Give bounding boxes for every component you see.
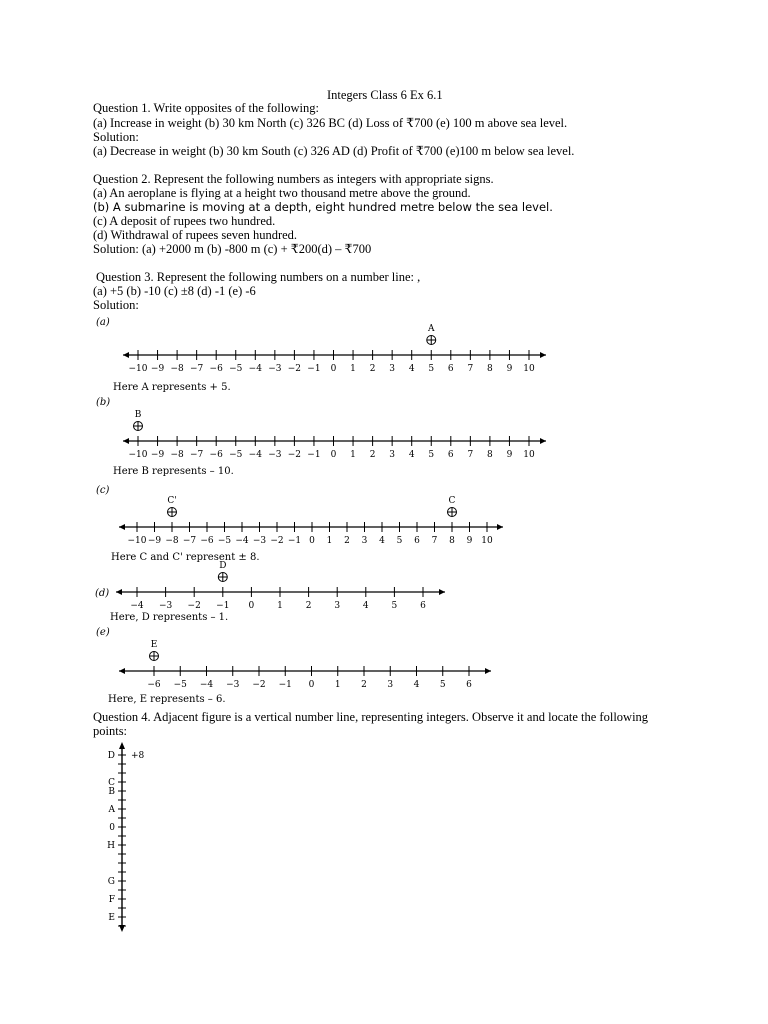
tick-label: 2 — [369, 364, 376, 374]
tick-label: 2 — [305, 601, 312, 611]
tick-label: 5 — [396, 536, 403, 546]
tick-label: −10 — [127, 536, 147, 546]
point-label: C' — [167, 496, 177, 506]
tick-label: −2 — [287, 450, 302, 460]
tick-label: −1 — [216, 601, 230, 611]
tick-label: 1 — [334, 680, 341, 690]
tick-label: −9 — [147, 536, 162, 546]
arrow-up-icon — [119, 742, 125, 749]
tick-label: 3 — [361, 536, 368, 546]
tick-label: 0 — [330, 364, 337, 374]
tick-label: −8 — [165, 536, 179, 546]
part-d-tag: (d) — [95, 588, 110, 599]
tick-label: 9 — [466, 536, 473, 546]
tick-label: −4 — [130, 601, 144, 611]
tick-label: 1 — [277, 601, 283, 611]
tick-label: 6 — [466, 680, 472, 690]
page-title: Integers Class 6 Ex 6.1 — [327, 88, 443, 102]
tick-label: −3 — [268, 364, 282, 374]
tick-label: 0 — [308, 680, 315, 690]
part-e-tag: (e) — [96, 627, 110, 638]
caption-b: Here B represents – 10. — [113, 466, 234, 477]
vertical-point-label: A — [108, 805, 115, 815]
tick-label: −2 — [252, 680, 266, 690]
vertical-point-label: 0 — [109, 823, 115, 833]
tick-label: −5 — [229, 364, 243, 374]
tick-label: −1 — [307, 450, 321, 460]
q2-item-c: (c) A deposit of rupees two hundred. — [93, 214, 276, 228]
tick-label: 8 — [449, 536, 455, 546]
tick-label: −7 — [182, 536, 197, 546]
tick-label: 4 — [379, 536, 385, 546]
tick-label: −1 — [287, 536, 302, 546]
tick-label: 9 — [506, 364, 513, 374]
arrow-right-icon — [485, 668, 491, 674]
tick-label: 8 — [487, 450, 493, 460]
tick-label: −2 — [287, 364, 302, 374]
tick-label: 0 — [248, 601, 255, 611]
tick-label: 6 — [447, 364, 454, 374]
tick-label: 2 — [361, 680, 367, 690]
vertical-point-label: H — [107, 841, 115, 851]
tick-label: 1 — [326, 536, 333, 546]
q2-question: Question 2. Represent the following numbers as integers with appropriate signs. — [93, 172, 494, 186]
tick-label: 5 — [428, 450, 435, 460]
tick-label: 4 — [413, 680, 420, 690]
tick-label: −5 — [217, 536, 232, 546]
part-c-tag: (c) — [96, 485, 110, 496]
vertical-point-label: D — [107, 751, 115, 761]
tick-label: −3 — [268, 450, 282, 460]
tick-label: 1 — [350, 450, 356, 460]
tick-label: −2 — [270, 536, 284, 546]
tick-label: −8 — [170, 364, 184, 374]
tick-label: 3 — [387, 680, 394, 690]
vertical-point-label: G — [107, 877, 115, 887]
tick-label: −10 — [128, 364, 148, 374]
vertical-point-label: E — [108, 913, 115, 923]
tick-label: −6 — [209, 364, 223, 374]
tick-label: 0 — [309, 536, 315, 546]
tick-label: −4 — [235, 536, 249, 546]
point-label: C — [448, 496, 456, 506]
tick-label: −9 — [150, 450, 165, 460]
tick-label: 3 — [389, 364, 396, 374]
q1-answer: (a) Decrease in weight (b) 30 km South (c) 326 AD (d) Profit of ₹700 (e)100 m below sea level. — [93, 144, 575, 158]
q4-question: Question 4. Adjacent figure is a vertical number line, representing integers. Observe it and locate the following — [93, 710, 649, 724]
tick-label: −6 — [200, 536, 214, 546]
tick-label: 5 — [391, 601, 398, 611]
tick-label: 6 — [414, 536, 420, 546]
q2-solution: Solution: (a) +2000 m (b) -800 m (c) + ₹200(d) – ₹700 — [93, 242, 372, 256]
tick-label: −1 — [278, 680, 292, 690]
tick-label: −3 — [226, 680, 240, 690]
tick-label: 7 — [431, 536, 438, 546]
caption-c: Here C and C' represent ± 8. — [111, 552, 260, 563]
tick-label: 9 — [506, 450, 513, 460]
point-label: A — [428, 324, 435, 334]
tick-label: −9 — [150, 364, 165, 374]
tick-label: 10 — [523, 450, 535, 460]
q1-solution-label: Solution: — [93, 130, 139, 144]
tick-label: −3 — [252, 536, 267, 546]
tick-label: 2 — [344, 536, 350, 546]
tick-label: 4 — [408, 364, 415, 374]
tick-label: 1 — [350, 364, 356, 374]
tick-label: −4 — [248, 450, 262, 460]
tick-label: −5 — [229, 450, 243, 460]
q3-items: (a) +5 (b) -10 (c) ±8 (d) -1 (e) -6 — [93, 284, 256, 298]
tick-label: 2 — [369, 450, 376, 460]
part-a-tag: (a) — [96, 317, 110, 328]
q3-question: Question 3. Represent the following numbers on a number line: , — [96, 270, 421, 284]
tick-label: −4 — [199, 680, 214, 690]
tick-label: 0 — [330, 450, 337, 460]
tick-label: −3 — [158, 601, 173, 611]
tick-label: −4 — [248, 364, 262, 374]
q2-item-a: (a) An aeroplane is flying at a height two thousand metre above the ground. — [93, 186, 471, 200]
tick-label: 6 — [420, 601, 426, 611]
tick-label: 8 — [487, 364, 493, 374]
tick-label: −5 — [173, 680, 187, 690]
q1-question: Question 1. Write opposites of the following: — [93, 101, 319, 115]
tick-label: 10 — [523, 364, 535, 374]
q4-question-cont: points: — [93, 724, 128, 738]
tick-label: −1 — [307, 364, 321, 374]
tick-label: 3 — [334, 601, 341, 611]
tick-label: 10 — [481, 536, 493, 546]
tick-label: 3 — [389, 450, 396, 460]
caption-a: Here A represents + 5. — [113, 382, 231, 393]
part-b-tag: (b) — [96, 397, 111, 408]
caption-d: Here, D represents – 1. — [110, 612, 229, 623]
tick-label: −6 — [147, 680, 161, 690]
vertical-number-line — [100, 740, 180, 940]
vertical-point-label: C — [108, 778, 115, 788]
tick-label: 4 — [408, 450, 415, 460]
top-value-label: +8 — [131, 751, 145, 761]
vertical-point-label: F — [108, 895, 115, 905]
point-label: B — [134, 410, 142, 420]
q2-item-b: (b) A submarine is moving at a depth, eight hundred metre below the sea level. — [93, 200, 553, 214]
q2-item-d: (d) Withdrawal of rupees seven hundred. — [93, 228, 298, 242]
point-label: E — [150, 640, 158, 650]
tick-label: 7 — [467, 450, 474, 460]
tick-label: −6 — [209, 450, 223, 460]
tick-label: −2 — [187, 601, 201, 611]
tick-label: −10 — [128, 450, 148, 460]
tick-label: 4 — [362, 601, 369, 611]
tick-label: 5 — [439, 680, 446, 690]
tick-label: 6 — [447, 450, 454, 460]
tick-label: −7 — [190, 364, 204, 374]
tick-label: −7 — [190, 450, 204, 460]
point-label: D — [219, 561, 227, 571]
caption-e: Here, E represents – 6. — [108, 694, 226, 705]
q1-items: (a) Increase in weight (b) 30 km North (c) 326 BC (d) Loss of ₹700 (e) 100 m above sea level. — [93, 116, 568, 130]
arrow-left-icon — [119, 668, 125, 674]
q3-solution-label: Solution: — [93, 298, 139, 312]
tick-label: 5 — [428, 364, 435, 374]
tick-label: 7 — [467, 364, 474, 374]
vertical-point-label: B — [108, 787, 115, 797]
tick-label: −8 — [170, 450, 184, 460]
